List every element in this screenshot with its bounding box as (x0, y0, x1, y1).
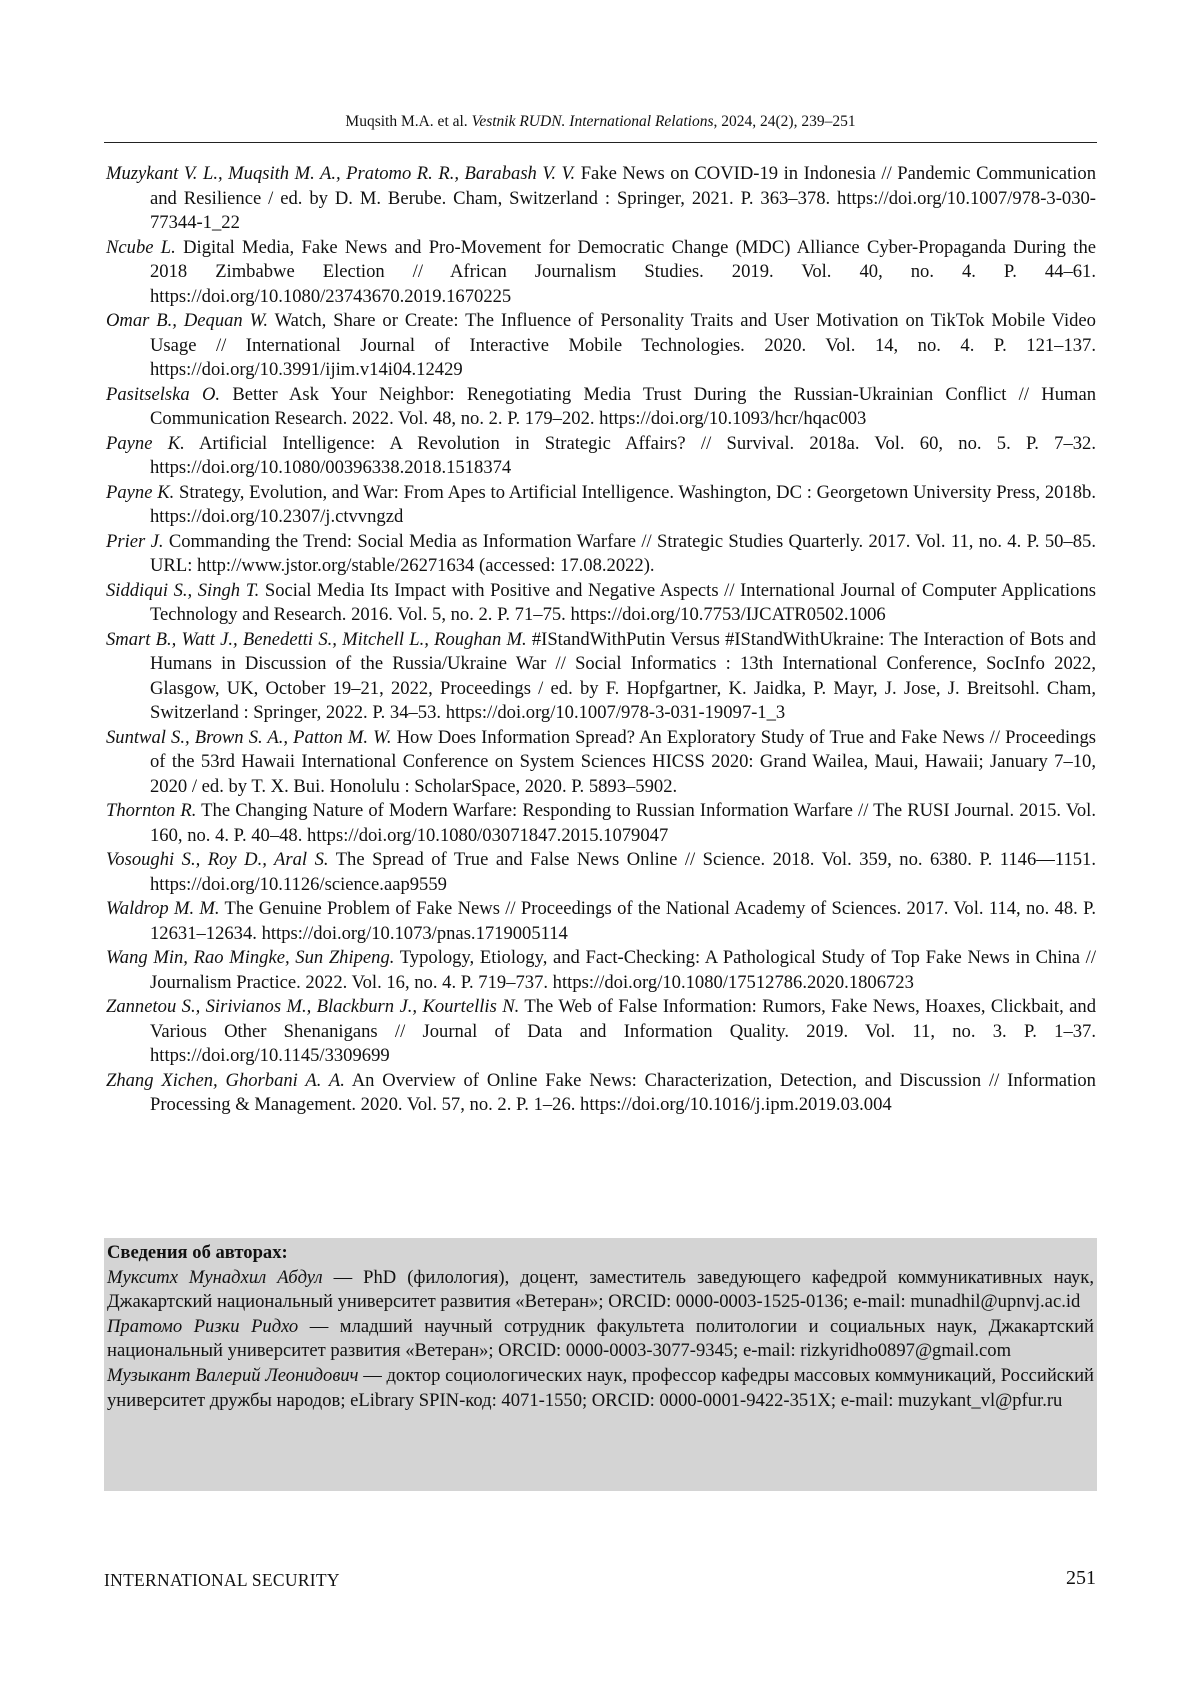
reference-text: The Genuine Problem of Fake News // Proceedings of the National Academy of Sciences. 2017. Vol. 114, no. 48. P. 12631–12634. https://doi.org/10.1073/pnas.1719005114 (150, 898, 1096, 944)
header-authors: Muqsith M.A. et al. (345, 113, 467, 130)
reference-authors: Omar B., Dequan W. (106, 310, 268, 331)
reference-authors: Smart B., Watt J., Benedetti S., Mitchell L., Roughan M. (106, 629, 527, 650)
reference-authors: Suntwal S., Brown S. A., Patton M. W. (106, 727, 392, 748)
header-rule (104, 142, 1097, 143)
reference-item (106, 946, 1096, 995)
reference-authors: Ncube L. (106, 237, 176, 258)
author-name: Музыкант Валерий Леонидович (107, 1365, 359, 1386)
reference-text: Artificial Intelligence: A Revolution in Strategic Affairs? // Survival. 2018a. Vol. 60, no. 5. P. 7–32. https://doi.org/10.1080/00396338.2018.1518374 (150, 433, 1096, 479)
header-journal: Vestnik RUDN. International Relations (472, 113, 714, 130)
author-details: — доктор социологических наук, профессор кафедры массовых коммуникаций, Российский университет дружбы народов; eLibrary SPIN-код: 4071-1550; ORCID: 0000-0001-9422-351X; e-mail: muzykant_vl@pfur.ru (107, 1365, 1094, 1411)
reference-text: An Overview of Online Fake News: Characterization, Detection, and Discussion // Information Processing & Management. 2020. Vol. 57, no. 2. P. 1–26. https://doi.org/10.1016/j.ipm.2019.03.004 (150, 1070, 1096, 1116)
reference-text: Fake News on COVID-19 in Indonesia // Pandemic Communication and Resilience / ed. by D. M. Berube. Cham, Switzerland : Springer, 2021. P. 363–378. https://doi.org/10.1007/978-3-030-77344-1_22 (150, 163, 1096, 233)
reference-authors: Waldrop M. M. (106, 898, 220, 919)
reference-item (106, 995, 1096, 1069)
reference-authors: Muzykant V. L., Muqsith M. A., Pratomo R. R., Barabash V. V. (106, 163, 575, 184)
header-issue: , 2024, 24(2), 239–251 (714, 113, 856, 130)
footer-section-title: INTERNATIONAL SECURITY (104, 1570, 340, 1591)
reference-text: #IStandWithPutin Versus #IStandWithUkraine: The Interaction of Bots and Humans in Discussion of the Russia/Ukraine War // Social Informatics : 13th International Conference, SocInfo 2022, Glasgow, UK, October 19–21, 2022, Proceedings / ed. by F. Hopfgartner, K. Jaidka, P. Mayr, J. Jose, J. Breitsohl. Cham, Switzerland : Springer, 2022. P. 34–53. https://doi.org/10.1007/978-3-031-19097-1_3 (150, 629, 1096, 724)
reference-item (106, 848, 1096, 897)
reference-authors: Zhang Xichen, Ghorbani A. A. (106, 1070, 345, 1091)
reference-authors: Wang Min, Rao Mingke, Sun Zhipeng. (106, 947, 394, 968)
reference-text: Digital Media, Fake News and Pro-Movement for Democratic Change (MDC) Alliance Cyber-Propaganda During the 2018 Zimbabwe Election // African Journalism Studies. 2019. Vol. 40, no. 4. P. 44–61. https://doi.org/10.1080/23743670.2019.1670225 (150, 237, 1096, 307)
reference-text: How Does Information Spread? An Exploratory Study of True and Fake News // Proceedings of the 53rd Hawaii International Conference on System Sciences HICSS 2020: Grand Wailea, Maui, Hawaii; January 7–10, 2020 / ed. by T. X. Bui. Honolulu : ScholarSpace, 2020. P. 5893–5902. (150, 727, 1096, 797)
reference-text: The Web of False Information: Rumors, Fake News, Hoaxes, Clickbait, and Various Other Shenanigans // Journal of Data and Information Quality. 2019. Vol. 11, no. 3. P. 1–37. https://doi.org/10.1145/3309699 (150, 996, 1096, 1066)
reference-text: The Changing Nature of Modern Warfare: Responding to Russian Information Warfare // The RUSI Journal. 2015. Vol. 160, no. 4. P. 40–48. https://doi.org/10.1080/03071847.2015.1079047 (150, 800, 1096, 846)
reference-text: Strategy, Evolution, and War: From Apes to Artificial Intelligence. Washington, DC : Georgetown University Press, 2018b. https://doi.org/10.2307/j.ctvvngzd (150, 482, 1096, 528)
reference-item (106, 726, 1096, 800)
authors-info-box (104, 1238, 1097, 1491)
reference-text: Social Media Its Impact with Positive and Negative Aspects // International Journal of Computer Applications Technology and Research. 2016. Vol. 5, no. 2. P. 71–75. https://doi.org/10.7753/IJCATR0502.1006 (150, 580, 1096, 626)
page-number: 251 (1066, 1567, 1096, 1590)
reference-item (106, 530, 1096, 579)
reference-authors: Pasitselska O. (106, 384, 220, 405)
reference-authors: Prier J. (106, 531, 163, 552)
reference-authors: Siddiqui S., Singh T. (106, 580, 259, 601)
reference-item (106, 162, 1096, 236)
reference-item (106, 432, 1096, 481)
author-details: — PhD (филология), доцент, заместитель заведующего кафедрой коммуникативных наук, Джакартский национальный университет развития «Ветеран»; ORCID: 0000-0003-1525-0136; e-mail: munadhil@upnvj.ac.id (107, 1267, 1094, 1313)
reference-text: Better Ask Your Neighbor: Renegotiating Media Trust During the Russian-Ukrainian Conflict // Human Communication Research. 2022. Vol. 48, no. 2. P. 179–202. https://doi.org/10.1093/hcr/hqac003 (150, 384, 1096, 430)
reference-list (106, 162, 1096, 1118)
reference-authors: Vosoughi S., Roy D., Aral S. (106, 849, 329, 870)
running-header (104, 112, 1097, 132)
reference-authors: Payne K. (106, 482, 174, 503)
reference-item (106, 628, 1096, 726)
reference-item (106, 799, 1096, 848)
reference-text: Commanding the Trend: Social Media as Information Warfare // Strategic Studies Quarterly. 2017. Vol. 11, no. 4. P. 50–85. URL: http://www.jstor.org/stable/26271634 (accessed: 17.08.2022). (150, 531, 1096, 577)
reference-authors: Payne K. (106, 433, 185, 454)
author-entry (107, 1266, 1094, 1315)
reference-item (106, 897, 1096, 946)
author-entry (107, 1364, 1094, 1413)
reference-text: Typology, Etiology, and Fact-Checking: A Pathological Study of Top Fake News in China // Journalism Practice. 2022. Vol. 16, no. 4. P. 719–737. https://doi.org/10.1080/17512786.2020.1806723 (150, 947, 1096, 993)
reference-text: Watch, Share or Create: The Influence of Personality Traits and User Motivation on TikTok Mobile Video Usage // International Journal of Interactive Mobile Technologies. 2020. Vol. 14, no. 4. P. 121–137. https://doi.org/10.3991/ijim.v14i04.12429 (150, 310, 1096, 380)
reference-item (106, 1069, 1096, 1118)
author-name: Пратомо Ризки Ридхо (107, 1316, 298, 1337)
reference-item (106, 236, 1096, 310)
reference-item (106, 309, 1096, 383)
author-entry (107, 1315, 1094, 1364)
reference-authors: Thornton R. (106, 800, 196, 821)
author-details: — младший научный сотрудник факультета политологии и социальных наук, Джакартский национальный университет развития «Ветеран»; ORCID: 0000-0003-3077-9345; e-mail: rizkyridho0897@gmail.com (107, 1316, 1094, 1362)
authors-info-heading: Сведения об авторах: (107, 1241, 1094, 1266)
author-name: Мукситх Мунадхил Абдул (107, 1267, 323, 1288)
reference-text: The Spread of True and False News Online // Science. 2018. Vol. 359, no. 6380. P. 1146—1151. https://doi.org/10.1126/science.aap9559 (150, 849, 1096, 895)
reference-item (106, 579, 1096, 628)
reference-item (106, 481, 1096, 530)
reference-item (106, 383, 1096, 432)
reference-authors: Zannetou S., Sirivianos M., Blackburn J., Kourtellis N. (106, 996, 519, 1017)
